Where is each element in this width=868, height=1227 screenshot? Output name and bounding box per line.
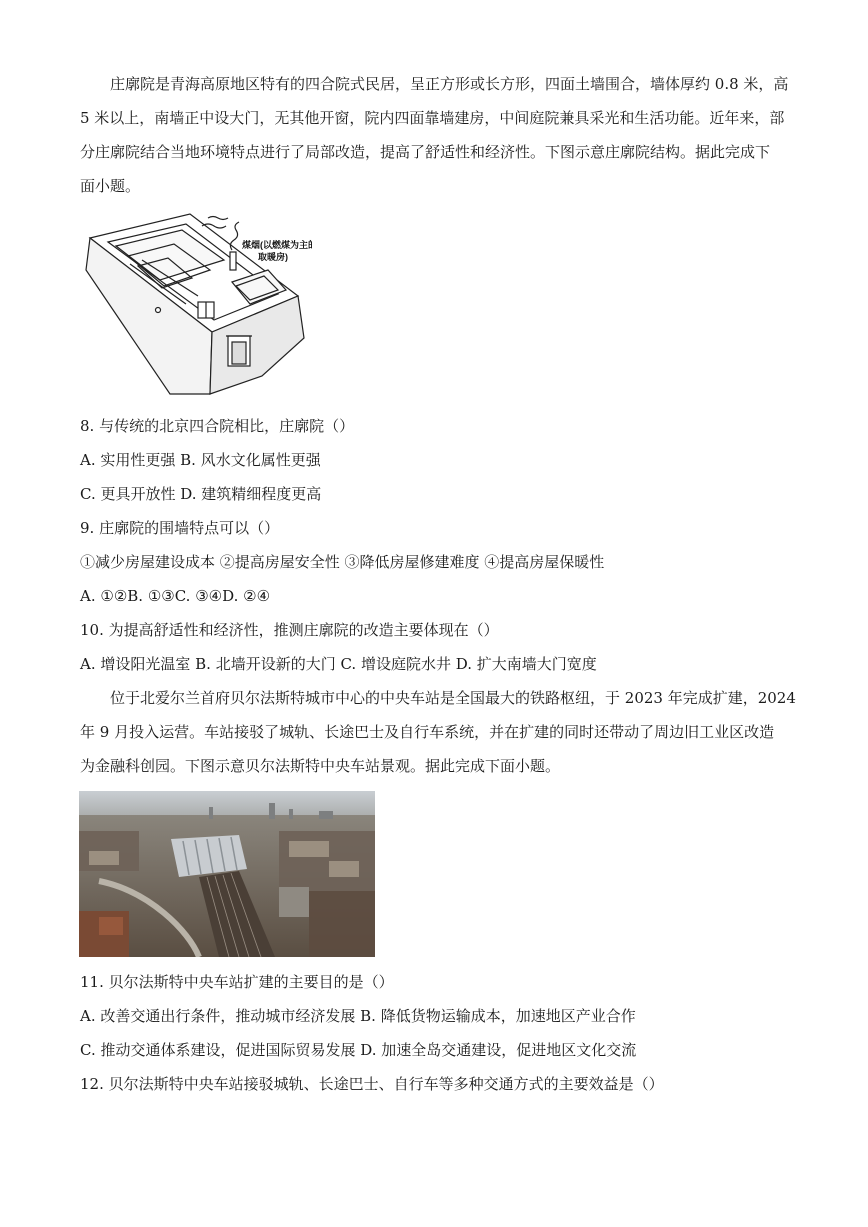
intro2-line3: 为金融科创园。下图示意贝尔法斯特中央车站景观。据此完成下面小题。 [80, 757, 561, 775]
q8-stem: 8. 与传统的北京四合院相比，庄廓院（） [80, 417, 355, 435]
q10-stem: 10. 为提高舒适性和经济性，推测庄廓院的改造主要体现在（） [80, 621, 499, 639]
q12-stem: 12. 贝尔法斯特中央车站接驳城轨、长途巴士、自行车等多种交通方式的主要效益是（） [80, 1075, 664, 1093]
q8-options-cd: C. 更具开放性 D. 建筑精细程度更高 [80, 485, 322, 503]
q9-statements: ①减少房屋建设成本 ②提高房屋安全性 ③降低房屋修建难度 ④提高房屋保暖性 [80, 553, 605, 571]
intro2-line2: 年 9 月投入运营。车站接驳了城轨、长途巴士及自行车系统，并在扩建的同时还带动了周边旧工业区改造 [80, 723, 775, 741]
q11-options-cd: C. 推动交通体系建设，促进国际贸易发展 D. 加速全岛交通建设，促进地区文化交流 [80, 1041, 637, 1059]
q9-options: A. ①②B. ①③C. ③④D. ②④ [80, 587, 271, 605]
intro1-line1: 庄廓院是青海高原地区特有的四合院式民居，呈正方形或长方形，四面土墙围合，墙体厚约 0.8 米，高 [110, 75, 789, 93]
aerial-city-photo [79, 791, 375, 957]
q11-stem: 11. 贝尔法斯特中央车站扩建的主要目的是（） [80, 973, 394, 991]
zhuangkuo-diagram [82, 208, 312, 400]
intro1-line3: 分庄廓院结合当地环境特点进行了局部改造，提高了舒适性和经济性。下图示意庄廓院结构。据此完成下 [80, 143, 771, 161]
q8-options-ab: A. 实用性更强 B. 风水文化属性更强 [80, 451, 321, 469]
belfast-station-photo [79, 791, 375, 957]
courtyard-sketch [82, 208, 312, 400]
q11-options-ab: A. 改善交通出行条件，推动城市经济发展 B. 降低货物运输成本，加速地区产业合作 [80, 1007, 636, 1025]
q9-stem: 9. 庄廓院的围墙特点可以（） [80, 519, 280, 537]
intro2-line1: 位于北爱尔兰首府贝尔法斯特城市中心的中央车站是全国最大的铁路枢纽，于 2023 年完成扩建，2024 [110, 689, 796, 707]
q10-options: A. 增设阳光温室 B. 北墙开设新的大门 C. 增设庭院水井 D. 扩大南墙大门宽度 [80, 655, 597, 673]
annotation-line1: 煤烟(以燃煤为主的 [242, 240, 312, 250]
intro1-line2: 5 米以上，南墙正中设大门，无其他开窗，院内四面靠墙建房，中间庭院兼具采光和生活功能。近年来，部 [80, 109, 785, 127]
annotation-line2: 取暖房) [258, 252, 288, 262]
intro1-line4: 面小题。 [80, 177, 141, 195]
